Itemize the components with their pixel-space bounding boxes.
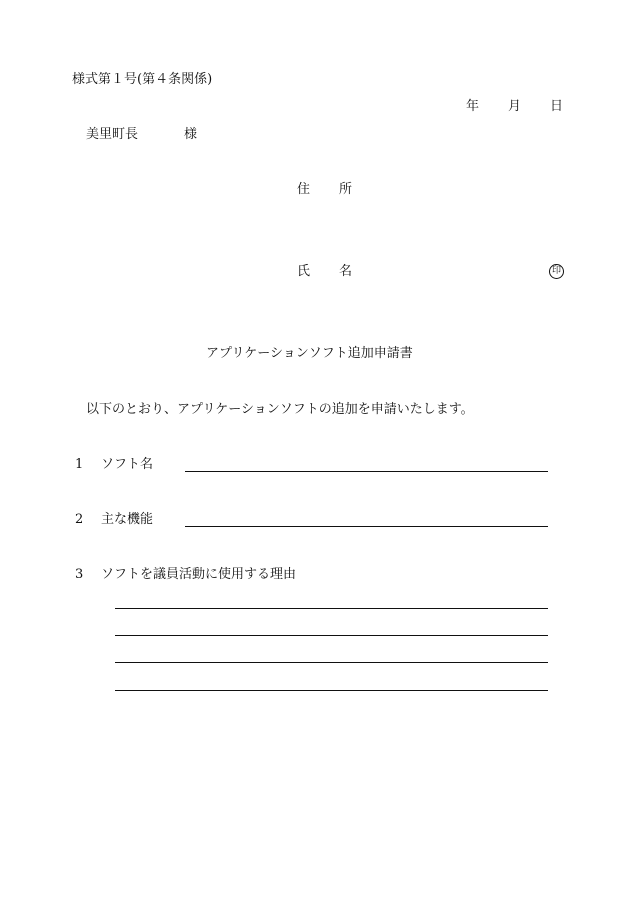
name-label-first: 氏 <box>297 264 311 279</box>
usage-reason-line-3[interactable] <box>115 662 548 663</box>
item-number-2: 2 <box>75 512 84 527</box>
item-label-software-name: ソフト名 <box>101 457 154 472</box>
date-year-label: 年 <box>466 99 480 114</box>
item-label-main-functions: 主な機能 <box>101 512 154 527</box>
item-label-usage-reason: ソフトを議員活動に使用する理由 <box>101 567 297 582</box>
document-title: アプリケーションソフト追加申請書 <box>206 346 413 361</box>
date-month-label: 月 <box>508 99 522 114</box>
usage-reason-line-4[interactable] <box>115 690 548 691</box>
main-functions-line[interactable] <box>185 526 548 527</box>
usage-reason-line-1[interactable] <box>115 608 548 609</box>
addressee-honorific: 様 <box>184 127 198 142</box>
date-day-label: 日 <box>550 99 564 114</box>
usage-reason-line-2[interactable] <box>115 635 548 636</box>
seal-mark-icon: 印 <box>549 264 564 279</box>
item-number-1: 1 <box>75 457 84 472</box>
software-name-line[interactable] <box>185 471 548 472</box>
address-label-first: 住 <box>297 182 311 197</box>
addressee-name: 美里町長 <box>86 127 139 142</box>
name-label-second: 名 <box>339 264 353 279</box>
form-number: 様式第１号(第４条関係) <box>72 72 213 87</box>
item-number-3: 3 <box>75 567 84 582</box>
address-label-second: 所 <box>339 182 353 197</box>
intro-text: 以下のとおり、アプリケーションソフトの追加を申請いたします。 <box>86 402 474 417</box>
